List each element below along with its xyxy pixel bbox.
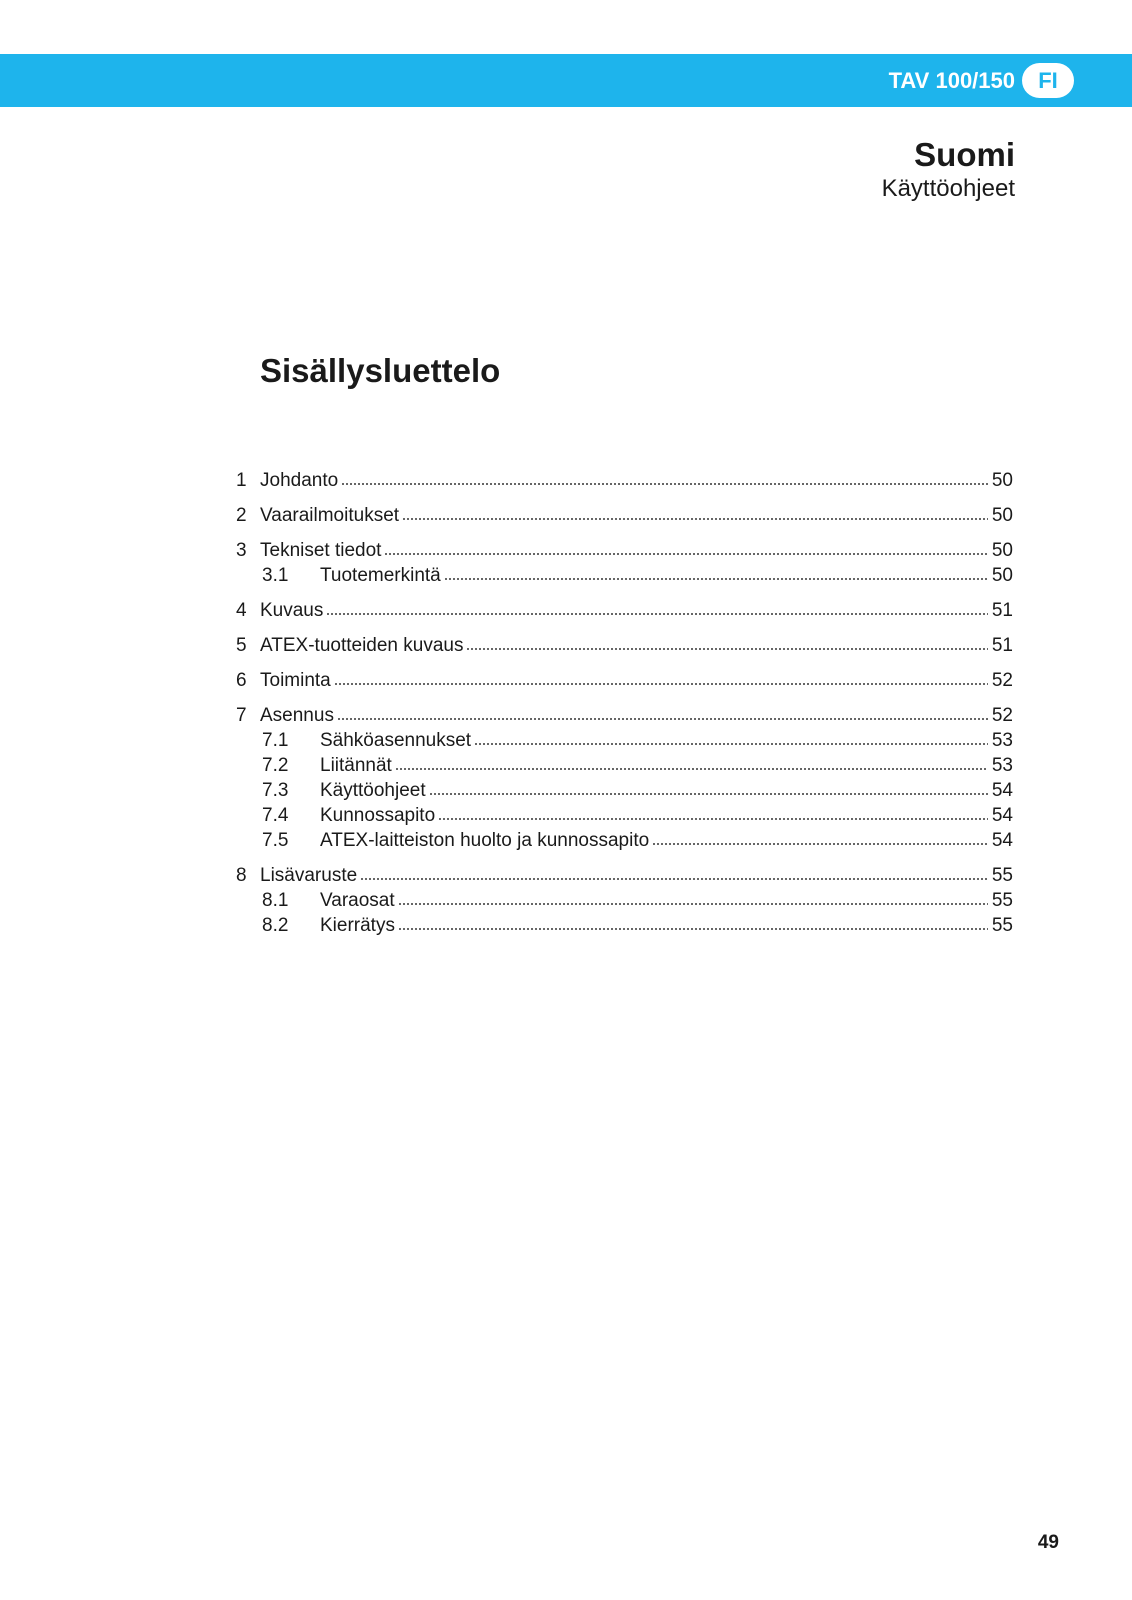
toc-entry-page: 54	[991, 830, 1013, 851]
toc-dot-leader	[334, 682, 988, 686]
toc-entry-page: 55	[991, 865, 1013, 886]
toc-entry-number: 7.1	[262, 730, 289, 751]
toc-dot-leader	[474, 742, 988, 746]
toc-entry-label: Kuvaus	[260, 600, 324, 621]
toc-subentry[interactable]	[236, 888, 1013, 913]
toc-entry[interactable]	[236, 863, 1013, 888]
toc-entry[interactable]	[236, 598, 1013, 623]
toc-entry-label: Tekniset tiedot	[260, 540, 382, 561]
table-of-contents	[236, 468, 1013, 938]
toc-entry-label: Sähköasennukset	[320, 730, 472, 751]
toc-entry[interactable]	[236, 538, 1013, 563]
toc-dot-leader	[398, 927, 988, 931]
toc-dot-leader	[652, 842, 988, 846]
toc-entry-label: Tuotemerkintä	[320, 565, 441, 586]
toc-dot-leader	[438, 817, 988, 821]
toc-entry-number: 8	[236, 865, 247, 886]
toc-entry-page: 50	[991, 540, 1013, 561]
toc-subentry[interactable]	[236, 728, 1013, 753]
toc-subentry[interactable]	[236, 753, 1013, 778]
toc-entry-page: 54	[991, 780, 1013, 801]
toc-dot-leader	[395, 767, 988, 771]
toc-entry-number: 1	[236, 470, 247, 491]
toc-entry-label: Johdanto	[260, 470, 339, 491]
toc-entry-number: 6	[236, 670, 247, 691]
toc-entry-page: 55	[991, 890, 1013, 911]
toc-entry-number: 7.3	[262, 780, 289, 801]
toc-entry-label: Liitännät	[320, 755, 392, 776]
toc-entry-page: 54	[991, 805, 1013, 826]
toc-subentry[interactable]	[236, 778, 1013, 803]
toc-entry-label: Toiminta	[260, 670, 331, 691]
toc-entry-number: 8.2	[262, 915, 289, 936]
toc-entry[interactable]	[236, 468, 1013, 493]
toc-dot-leader	[337, 717, 988, 721]
toc-dot-leader	[466, 647, 988, 651]
toc-entry[interactable]	[236, 503, 1013, 528]
toc-entry-number: 7.2	[262, 755, 289, 776]
toc-entry-number: 4	[236, 600, 247, 621]
toc-entry-label: Lisävaruste	[260, 865, 358, 886]
toc-entry-page: 50	[991, 470, 1013, 491]
toc-entry-label: Kierrätys	[320, 915, 395, 936]
toc-dot-leader	[429, 792, 988, 796]
toc-entry-number: 3.1	[262, 565, 289, 586]
toc-subentry[interactable]	[236, 803, 1013, 828]
toc-dot-leader	[444, 577, 988, 581]
toc-subentry[interactable]	[236, 563, 1013, 588]
toc-dot-leader	[326, 612, 988, 616]
toc-entry-number: 7	[236, 705, 247, 726]
toc-entry-label: Asennus	[260, 705, 334, 726]
toc-entry-number: 5	[236, 635, 247, 656]
toc-entry-page: 50	[991, 505, 1013, 526]
toc-entry-page: 53	[991, 730, 1013, 751]
header-band	[0, 54, 1132, 107]
model-name: TAV 100/150	[888, 68, 1015, 93]
toc-entry-number: 3	[236, 540, 247, 561]
toc-dot-leader	[360, 877, 988, 881]
toc-entry-number: 2	[236, 505, 247, 526]
toc-entry-label: ATEX-laitteiston huolto ja kunnossapito	[320, 830, 650, 851]
language-badge: FI	[1022, 63, 1074, 98]
toc-entry[interactable]	[236, 668, 1013, 693]
toc-entry[interactable]	[236, 703, 1013, 728]
toc-entry-label: Vaarailmoitukset	[260, 505, 400, 526]
toc-entry-page: 55	[991, 915, 1013, 936]
toc-entry-label: Kunnossapito	[320, 805, 436, 826]
toc-dot-leader	[384, 552, 988, 556]
toc-subentry[interactable]	[236, 913, 1013, 938]
toc-entry-number: 8.1	[262, 890, 289, 911]
language-title: Suomi	[914, 136, 1015, 173]
page-number: 49	[1037, 1532, 1059, 1553]
toc-dot-leader	[402, 517, 988, 521]
toc-entry-page: 53	[991, 755, 1013, 776]
toc-entry-page: 52	[991, 705, 1013, 726]
toc-entry-label: Käyttöohjeet	[320, 780, 426, 801]
toc-entry-label: ATEX-tuotteiden kuvaus	[260, 635, 464, 656]
toc-title: Sisällysluettelo	[260, 352, 501, 389]
toc-entry[interactable]	[236, 633, 1013, 658]
toc-entry-page: 50	[991, 565, 1013, 586]
toc-entry-page: 52	[991, 670, 1013, 691]
toc-dot-leader	[341, 482, 988, 486]
toc-entry-page: 51	[991, 600, 1013, 621]
toc-dot-leader	[398, 902, 988, 906]
toc-subentry[interactable]	[236, 828, 1013, 853]
toc-entry-number: 7.4	[262, 805, 289, 826]
toc-entry-label: Varaosat	[320, 890, 395, 911]
toc-entry-page: 51	[991, 635, 1013, 656]
document-type: Käyttöohjeet	[881, 175, 1015, 202]
toc-entry-number: 7.5	[262, 830, 289, 851]
